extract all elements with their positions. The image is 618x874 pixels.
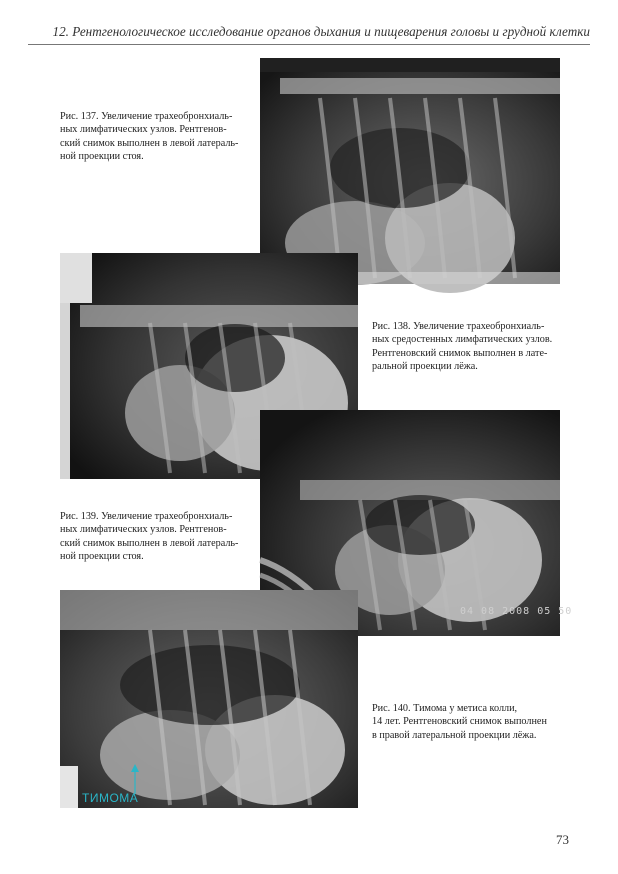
annotation-label: ТИМОМА bbox=[82, 791, 139, 805]
caption-line: Рис. 139. Увеличение трахеобронхиаль- bbox=[60, 511, 233, 522]
caption-fig-140 bbox=[372, 702, 547, 742]
page-number: 73 bbox=[556, 832, 569, 847]
caption-fig-139 bbox=[60, 510, 238, 564]
xray-image-fig-137 bbox=[260, 58, 560, 284]
caption-line: ной проекции стоя. bbox=[60, 551, 144, 563]
caption-fig-138 bbox=[372, 320, 552, 374]
caption-line: 14 лет. Рентгеновский снимок выполнен bbox=[372, 716, 547, 728]
caption-line: ной проекции стоя. bbox=[60, 151, 144, 163]
caption-fig-137 bbox=[60, 110, 238, 164]
caption-line: ский снимок выполнен в левой латераль- bbox=[60, 137, 239, 149]
xray-image-fig-140 bbox=[60, 590, 358, 808]
caption-line: ных лимфатических узлов. Рентгенов- bbox=[60, 524, 227, 536]
caption-line: Рис. 137. Увеличение трахеобронхиаль- bbox=[60, 111, 233, 122]
header-rule bbox=[28, 44, 590, 45]
caption-line: ральной проекции лёжа. bbox=[372, 361, 478, 373]
image-date-stamp: 04 08 2008 05 50 bbox=[460, 606, 573, 617]
caption-line: Рентгеновский снимок выполнен в лате- bbox=[372, 347, 548, 359]
caption-line: ных лимфатических узлов. Рентгенов- bbox=[60, 124, 227, 136]
running-head: 12. Рентгенологическое исследование органов дыхания и пищеварения головы и грудной клетки bbox=[52, 24, 590, 39]
caption-line: ский снимок выполнен в левой латераль- bbox=[60, 537, 239, 549]
caption-line: ных средостенных лимфатических узлов. bbox=[372, 334, 553, 346]
caption-line: Рис. 138. Увеличение трахеобронхиаль- bbox=[372, 321, 545, 332]
caption-line: Рис. 140. Тимома у метиса колли, bbox=[372, 703, 518, 714]
caption-line: в правой латеральной проекции лёжа. bbox=[372, 729, 537, 741]
